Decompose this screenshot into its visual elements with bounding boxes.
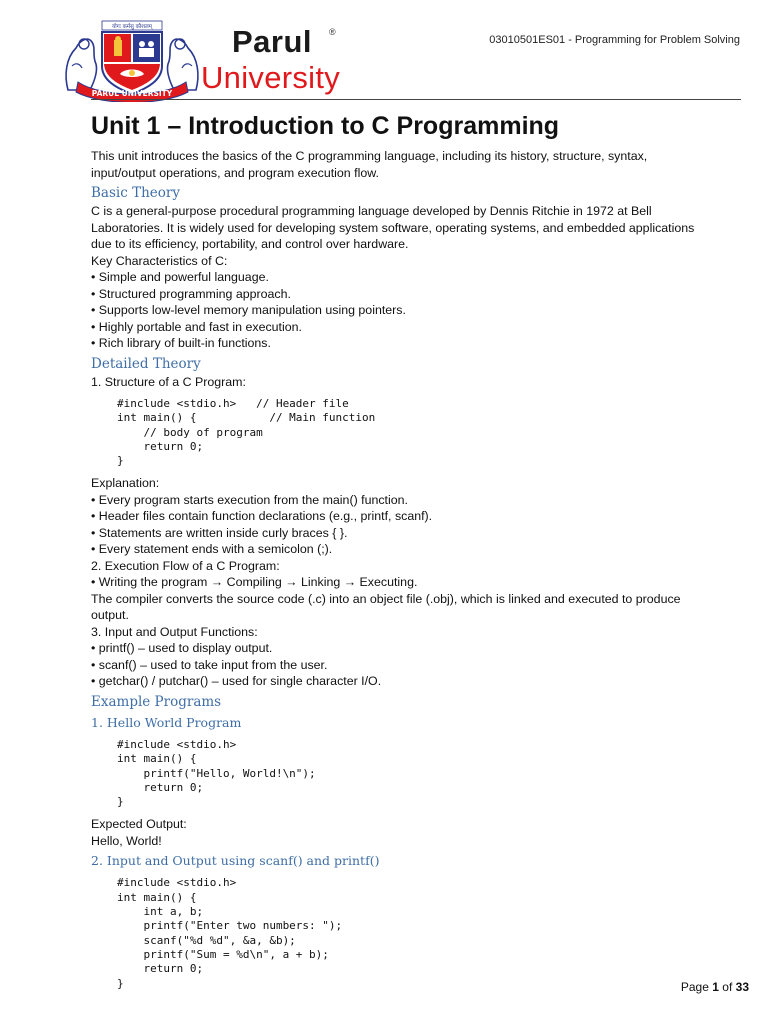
- body-line: due to its efficiency, portability, and control over hardware.: [91, 237, 409, 251]
- page-number: [681, 980, 749, 994]
- body-line: Hello, World!: [91, 833, 162, 848]
- brand-registered-mark: ®: [329, 27, 336, 37]
- intro-line: input/output operations, and program execution flow.: [91, 165, 379, 180]
- code-block-hello-world: #include <stdio.h> int main() { printf("Hello, World!\n"); return 0; }: [117, 737, 316, 809]
- header-divider: [91, 99, 741, 100]
- page-header: [0, 0, 768, 100]
- bullet-item: • printf() – used to display output.: [91, 641, 273, 656]
- detailed-theory-section: [91, 355, 731, 690]
- page-label: Page: [680, 980, 709, 994]
- body-line: Explanation:: [91, 476, 160, 491]
- body-line: The compiler converts the source code (.c) into an object file (.obj), which is linked and executed to produce: [91, 591, 681, 606]
- bullet-item: • Every program starts execution from the main() function.: [91, 492, 408, 507]
- bullet-item: • Highly portable and fast in execution.: [91, 319, 302, 334]
- document-body: [91, 108, 731, 998]
- bullet-item: • Statements are written inside curly braces { }.: [91, 525, 348, 540]
- bullet-item: • Header files contain function declarations (e.g., printf, scanf).: [91, 509, 433, 524]
- page-of: of: [722, 980, 733, 994]
- section-heading-example-programs: Example Programs: [91, 693, 222, 710]
- university-emblem-icon: [62, 20, 202, 102]
- intro-line: This unit introduces the basics of the C programming language, including its history, structure, syntax,: [91, 149, 648, 163]
- page-title: Unit 1 – Introduction to C Programming: [91, 112, 560, 140]
- bullet-item: • Structured programming approach.: [91, 286, 291, 301]
- basic-theory-section: [91, 184, 731, 352]
- bullet-item: • Simple and powerful language.: [91, 270, 269, 284]
- bullet-item: • Rich library of built-in functions.: [91, 336, 271, 350]
- page-total: 33: [735, 980, 749, 994]
- bullet-item: • scanf() – used to take input from the user.: [91, 657, 328, 672]
- brand-name: Parul: [232, 24, 313, 59]
- bullet-item: • Writing the program → Compiling → Linking → Executing.: [91, 575, 418, 590]
- code-block-input-output: #include <stdio.h> int main() { int a, b; printf("Enter two numbers: "); scanf("%d %d", &a, &b); printf("Sum = %d\n", a + b); return 0; }: [117, 876, 343, 990]
- logo-ribbon: PARUL UNIVERSITY: [91, 89, 173, 98]
- bullet-item: • Supports low-level memory manipulation using pointers.: [91, 303, 406, 317]
- body-line: C is a general-purpose procedural programming language developed by Dennis Ritchie in 1972 at Bell: [91, 204, 652, 218]
- subheading-input-output: 2. Input and Output using scanf() and printf(): [91, 853, 380, 869]
- body-line: Laboratories. It is widely used for developing system software, operating systems, and embedded applications: [91, 220, 695, 235]
- example-programs-section: [91, 693, 731, 991]
- body-line: 1. Structure of a C Program:: [91, 374, 246, 389]
- body-line: Expected Output:: [91, 817, 187, 832]
- body-line: 3. Input and Output Functions:: [91, 624, 258, 639]
- course-code: 03010501ES01 - Programming for Problem Solving: [489, 34, 740, 46]
- brand-subtitle: University: [201, 60, 341, 95]
- subheading-hello-world: 1. Hello World Program: [91, 714, 242, 730]
- body-line: 2. Execution Flow of a C Program:: [91, 558, 280, 573]
- intro-paragraph: [91, 148, 731, 181]
- section-heading-basic-theory: Basic Theory: [91, 185, 180, 201]
- code-block-structure: #include <stdio.h> // Header file int main() { // Main function // body of program return 0; }: [117, 397, 376, 468]
- body-line: Key Characteristics of C:: [91, 253, 228, 268]
- bullet-item: • Every statement ends with a semicolon (;).: [91, 542, 333, 557]
- bullet-item: • getchar() / putchar() – used for single character I/O.: [91, 674, 382, 689]
- body-line: output.: [91, 608, 129, 623]
- logo-tagline: योगः कर्मसु कौशलम्: [112, 24, 152, 30]
- section-heading-detailed-theory: Detailed Theory: [91, 355, 201, 372]
- page-current: 1: [712, 980, 719, 994]
